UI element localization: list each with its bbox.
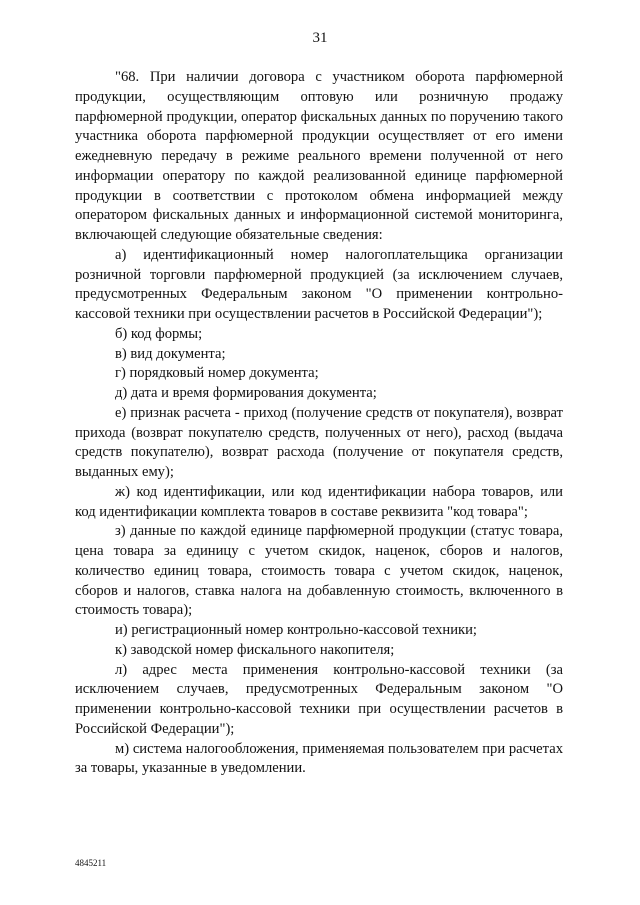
list-item-l: л) адрес места применения контрольно-кассовой техники (за исключением случаев, предусмотренных Федеральным законом "О применении контрольно-кассовой техники при осуществлении расчетов в Российской Федерации"); xyxy=(75,661,563,737)
list-item-a: а) идентификационный номер налогоплательщика организации розничной торговли парфюмерной продукцией (за исключением случаев, предусмотренных Федеральным законом "О применении контрольно-кассовой техники при осуществлении расчетов в Российской Федерации"); xyxy=(75,246,563,322)
page-number: 31 xyxy=(312,30,328,46)
list-item-i: и) регистрационный номер контрольно-кассовой техники; xyxy=(115,622,477,638)
list-item-v: в) вид документа; xyxy=(115,345,226,362)
document-body xyxy=(75,68,563,779)
paragraph-68-intro: "68. При наличии договора с участником оборота парфюмерной продукции, осуществляющим оптовую или розничную продажу парфюмерной продукции, оператор фискальных данных по поручению такого участника оборота парфюмерной продукции осуществляет от его имени ежедневную передачу в режиме реального времени полученной от него информации оператору по каждой реализованной единице парфюмерной продукции в соответствии с протоколом обмена информацией между оператором фискальных данных и информационной системой мониторинга, включающей следующие обязательные сведения: xyxy=(75,69,563,243)
list-item-d: д) дата и время формирования документа; xyxy=(115,385,377,401)
list-item-g: г) порядковый номер документа; xyxy=(115,365,319,382)
list-item-z: з) данные по каждой единице парфюмерной продукции (статус товара, цена товара за единицу с учетом скидок, наценок, сборов и налогов, количество единиц товара, стоимость товара с учетом скидок, наценок, сборов и налогов, ставка налога на добавленную стоимость, включенного в стоимость товара); xyxy=(75,523,563,619)
list-item-b: б) код формы; xyxy=(115,325,203,342)
list-item-zh: ж) код идентификации, или код идентификации набора товаров, или код идентификации комплекта товаров в составе реквизита "код товара"; xyxy=(75,483,563,520)
document-code: 4845211 xyxy=(75,858,107,868)
list-item-k: к) заводской номер фискального накопителя; xyxy=(115,641,395,658)
list-item-e: е) признак расчета - приход (получение средств от покупателя), возврат прихода (возврат покупателю средств, полученных от него), расход (выдача средств покупателю), возврат расхода (получение от покупателя средств, выданных ему); xyxy=(75,404,563,480)
list-item-m: м) система налогообложения, применяемая пользователем при расчетах за товары, указанные в уведомлении. xyxy=(75,740,563,777)
